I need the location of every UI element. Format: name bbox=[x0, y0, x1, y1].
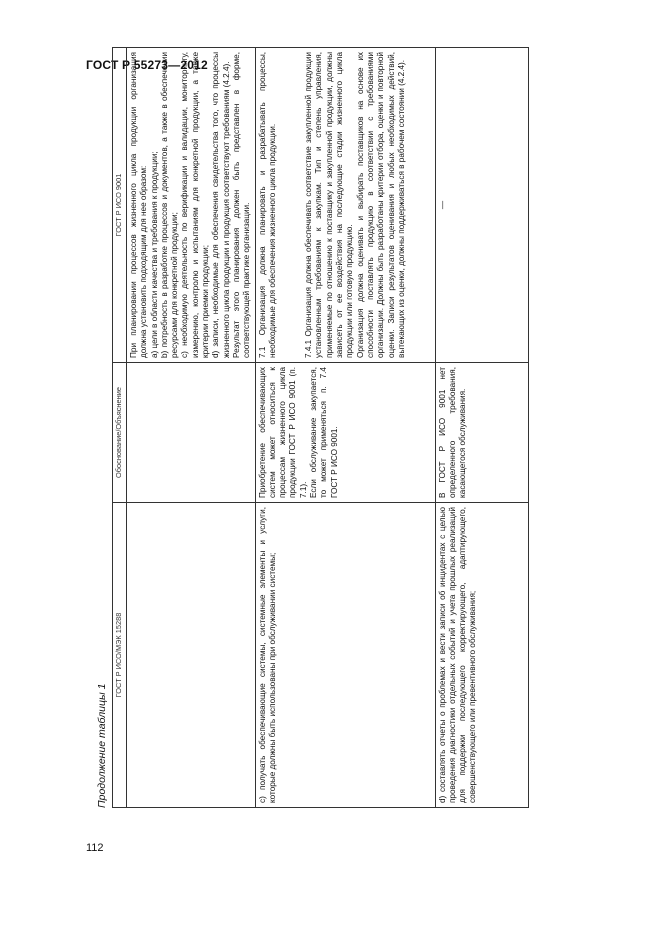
column-header-iso15288: ГОСТ Р ИСО/МЭК 15288 bbox=[113, 503, 127, 808]
table-cell: В ГОСТ Р ИСО 9001 нет определенного требования, касающегося обслуживания. bbox=[435, 363, 528, 503]
table-cell bbox=[127, 363, 256, 503]
table-continuation-label: Продолжение таблицы 1 bbox=[96, 683, 108, 808]
table-cell: d) составлять отчеты о проблемах и вести записи об инцидентах с целью проведения диагностики отдельных событий и учета прошлых реализаций для поддержки последующего корректирующего, адаптирующего, совершенствующего или превентивного обслуживания; bbox=[435, 503, 528, 808]
table-cell bbox=[255, 48, 435, 363]
column-header-iso9001: ГОСТ Р ИСО 9001 bbox=[113, 48, 127, 363]
table-row bbox=[127, 48, 256, 808]
column-header-justification: Обоснование/Объяснение bbox=[113, 363, 127, 503]
table-cell: Приобретение обеспечивающих систем может относиться к процессам жизненного цикла продукции ГОСТ Р ИСО 9001 (п. 7.1). Если обслуживание закупается, то может применяться п. 7.4 ГОСТ Р ИСО 9001. bbox=[255, 363, 435, 503]
table-row bbox=[255, 48, 435, 808]
empty-dash: — bbox=[437, 200, 447, 210]
table-header-row bbox=[113, 48, 127, 808]
rotated-table-block bbox=[92, 48, 529, 808]
table-row bbox=[435, 48, 528, 808]
clause-7-4-1-text: 7.4.1 Организация должна обеспечивать соответствие закупленной продукции установленным требованиям к закупкам. Тип и степень управления, применяемые по отношению к поставщику и закупленной продукции, должны зависеть от ее воздействия на последующие стадии жизненного цикла продукции или готовую продукцию. Организация должна оценивать и выбирать поставщиков на основе их способности поставлять продукцию в соответствии с требованиями организации. Должны быть разработаны критерии отбора, оценки и повторной оценки. Записи результатов оценивания и любых необходимых действий, вытекающих из оценки, должны поддерживаться в рабочем состоянии (4.2.4). bbox=[304, 52, 406, 358]
document-header: ГОСТ Р 55273—2012 bbox=[86, 58, 208, 72]
table-cell: c) получать обеспечивающие системы, системные элементы и услуги, которые должны быть использованы при обслуживании системы; bbox=[255, 503, 435, 808]
comparison-table bbox=[112, 47, 529, 808]
page-number: 112 bbox=[86, 842, 104, 854]
clause-7-1-text: 7.1 Организация должна планировать и разрабатывать процессы, необходимые для обеспечения жизненного цикла продукции. bbox=[257, 52, 277, 358]
table-cell bbox=[435, 48, 528, 363]
table-cell: При планировании процессов жизненного цикла продукции организация должна установить подходящим для нее образом: а) цели в области качества и требования к продукции; b) потребность в разработке процессов и документов, а также в обеспечении ресурсами для конкретной продукции; c) необходимую деятельность по верификации и валидации, мониторингу, измерению, контролю и испытаниям для конкретной продукции, а также критерии приемки продукции; d) записи, необходимые для обеспечения свидетельства того, что процессы жизненного цикла продукции и продукция соответствуют требованиям (4.2.4). Результат этого планирования должен быть представлен в форме, соответствующей практике организации. bbox=[127, 48, 256, 363]
table-cell bbox=[127, 503, 256, 808]
